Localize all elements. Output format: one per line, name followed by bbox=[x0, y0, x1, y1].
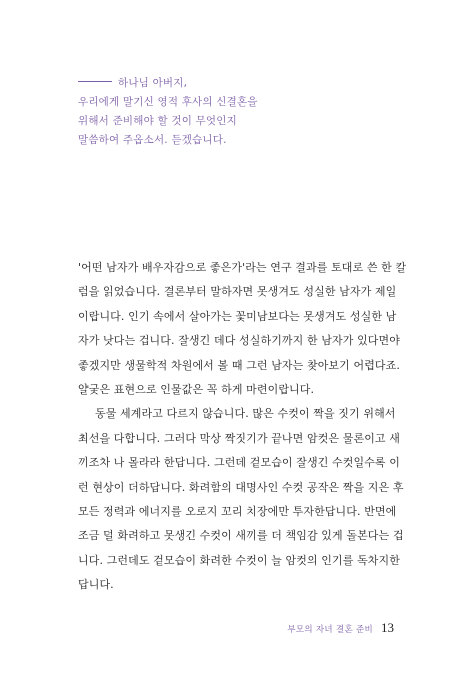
prayer-block bbox=[78, 74, 398, 150]
prayer-line: 위해서 준비해야 할 것이 무엇인지 bbox=[78, 115, 237, 127]
body-line: 좋겠지만 생물학적 차원에서 볼 때 그런 남자는 찾아보기 어렵다죠. bbox=[78, 358, 400, 372]
body-line: 니다. 그런데도 겉모습이 화려한 수컷이 늘 암컷의 인기를 독차지한 bbox=[78, 553, 400, 567]
prayer-line: 말씀하여 주옵소서. 듣겠습니다. bbox=[78, 134, 227, 146]
body-text bbox=[78, 256, 407, 597]
running-title: 부모의 자녀 결혼 준비 bbox=[287, 625, 373, 635]
body-line: 모든 정력과 에너지를 오로지 꼬리 치장에만 투자한답니다. 반면에 bbox=[78, 504, 397, 518]
body-line: 런 현상이 더하답니다. 화려함의 대명사인 수컷 공작은 짝을 지은 후 bbox=[78, 480, 404, 494]
body-line: 자가 낫다는 겁니다. 잘생긴 데다 성실하기까지 한 남자가 있다면야 bbox=[78, 334, 400, 348]
prayer-line: 우리에게 말기신 영적 후사의 신결혼을 bbox=[78, 96, 258, 108]
body-line: 답니다. bbox=[78, 578, 114, 592]
prayer-line bbox=[78, 74, 398, 93]
body-line: 최선을 다합니다. 그러다 막상 짝짓기가 끝나면 암컷은 물론이고 새 bbox=[78, 431, 400, 445]
fill-in-blank bbox=[78, 80, 112, 82]
page-number: 13 bbox=[381, 620, 394, 635]
body-line: 끼조차 나 몰라라 한답니다. 그런데 겉모습이 잘생긴 수컷일수록 이 bbox=[78, 456, 400, 470]
body-line: 조금 덜 화려하고 못생긴 수컷이 새끼를 더 책임감 있게 돌본다는 겁 bbox=[78, 529, 404, 543]
body-line: '어떤 남자가 배우자감으로 좋은가'라는 연구 결과를 토대로 쓴 한 칼 bbox=[78, 261, 407, 274]
body-line: 얄궂은 표현으로 인물값은 꼭 하게 마련이랍니다. bbox=[78, 382, 315, 396]
body-line: 이랍니다. 인기 속에서 살아가는 꽃미남보다는 못생겨도 성실한 남 bbox=[78, 309, 397, 323]
prayer-line-text: 하나님 아버지, bbox=[118, 77, 188, 89]
body-line: 럼을 읽었습니다. 결론부터 말하자면 못생겨도 성실한 남자가 제일 bbox=[78, 285, 397, 299]
body-line-paragraph-start: 동물 세계라고 다르지 않습니다. 많은 수컷이 짝을 짓기 위해서 bbox=[95, 407, 396, 421]
page-footer bbox=[287, 620, 394, 636]
